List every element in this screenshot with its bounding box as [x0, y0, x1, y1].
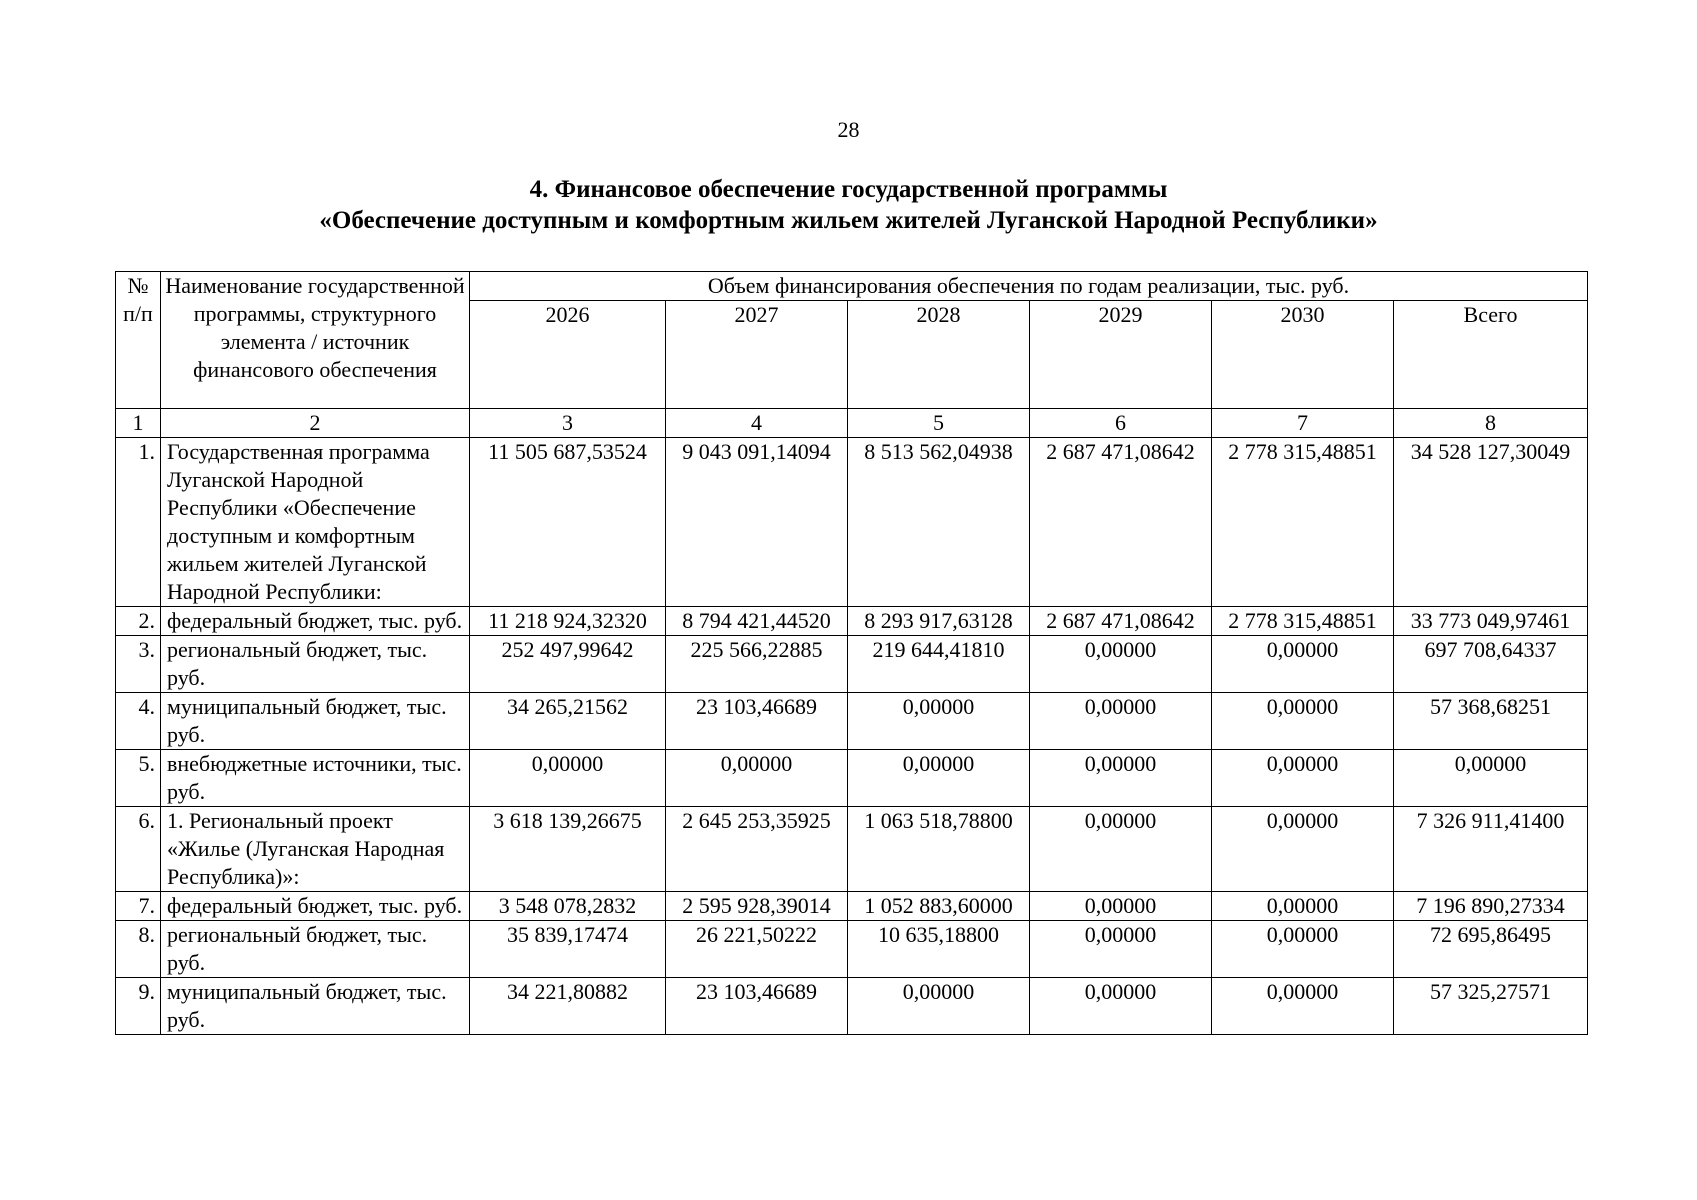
table-row — [116, 607, 1588, 636]
table-row — [116, 438, 1588, 607]
row-value: 34 221,80882 — [470, 978, 666, 1035]
row-value: 1 052 883,60000 — [848, 892, 1030, 921]
header-year: 2027 — [666, 301, 848, 409]
row-value: 0,00000 — [1030, 807, 1212, 892]
header-year: 2030 — [1212, 301, 1394, 409]
row-total-value: 697 708,64337 — [1394, 636, 1588, 693]
row-total-value: 57 325,27571 — [1394, 978, 1588, 1035]
row-value: 0,00000 — [470, 750, 666, 807]
column-index-row — [116, 409, 1588, 438]
row-total-value: 33 773 049,97461 — [1394, 607, 1588, 636]
row-value: 1 063 518,78800 — [848, 807, 1030, 892]
row-value: 23 103,46689 — [666, 693, 848, 750]
row-value: 0,00000 — [1030, 750, 1212, 807]
document-title — [0, 174, 1697, 236]
row-value: 35 839,17474 — [470, 921, 666, 978]
column-index: 4 — [666, 409, 848, 438]
row-number: 9. — [116, 978, 161, 1035]
row-value: 0,00000 — [848, 978, 1030, 1035]
header-name: Наименование государственной программы, структурного элемента / источник финансового обеспечения — [161, 272, 470, 409]
row-value: 0,00000 — [1212, 921, 1394, 978]
row-value: 0,00000 — [1030, 693, 1212, 750]
row-value: 0,00000 — [1212, 807, 1394, 892]
column-index: 6 — [1030, 409, 1212, 438]
row-value: 2 595 928,39014 — [666, 892, 848, 921]
row-value: 26 221,50222 — [666, 921, 848, 978]
row-name: региональный бюджет, тыс. руб. — [161, 636, 470, 693]
row-name: региональный бюджет, тыс. руб. — [161, 921, 470, 978]
row-name: муниципальный бюджет, тыс. руб. — [161, 693, 470, 750]
row-value: 0,00000 — [1212, 693, 1394, 750]
row-total-value: 57 368,68251 — [1394, 693, 1588, 750]
row-name: Государственная программа Луганской Народной Республики «Обеспечение доступным и комфортным жильем жителей Луганской Народной Республики: — [161, 438, 470, 607]
row-value: 3 548 078,2832 — [470, 892, 666, 921]
header-financing-group: Объем финансирования обеспечения по годам реализации, тыс. руб. — [470, 272, 1588, 301]
row-total-value: 0,00000 — [1394, 750, 1588, 807]
row-number: 6. — [116, 807, 161, 892]
row-name: федеральный бюджет, тыс. руб. — [161, 892, 470, 921]
row-value: 3 618 139,26675 — [470, 807, 666, 892]
row-value: 2 687 471,08642 — [1030, 438, 1212, 607]
row-value: 8 293 917,63128 — [848, 607, 1030, 636]
row-value: 10 635,18800 — [848, 921, 1030, 978]
row-value: 0,00000 — [848, 750, 1030, 807]
row-value: 0,00000 — [1030, 636, 1212, 693]
column-index: 5 — [848, 409, 1030, 438]
table-row — [116, 750, 1588, 807]
page-number: 28 — [837, 117, 860, 142]
row-value: 0,00000 — [1030, 978, 1212, 1035]
row-name: федеральный бюджет, тыс. руб. — [161, 607, 470, 636]
financing-table — [115, 271, 1588, 1035]
row-value: 11 505 687,53524 — [470, 438, 666, 607]
row-value: 8 794 421,44520 — [666, 607, 848, 636]
row-value: 0,00000 — [848, 693, 1030, 750]
header-year: 2028 — [848, 301, 1030, 409]
row-number: 4. — [116, 693, 161, 750]
table-row — [116, 921, 1588, 978]
row-value: 2 687 471,08642 — [1030, 607, 1212, 636]
header-total: Всего — [1394, 301, 1588, 409]
header-row-group — [116, 272, 1588, 301]
column-index: 2 — [161, 409, 470, 438]
row-number: 1. — [116, 438, 161, 607]
row-name: муниципальный бюджет, тыс. руб. — [161, 978, 470, 1035]
row-value: 252 497,99642 — [470, 636, 666, 693]
title-line-2: «Обеспечение доступным и комфортным жильем жителей Луганской Народной Республики» — [319, 207, 1378, 234]
row-value: 0,00000 — [1212, 750, 1394, 807]
row-value: 34 265,21562 — [470, 693, 666, 750]
row-value: 0,00000 — [1212, 978, 1394, 1035]
row-value: 23 103,46689 — [666, 978, 848, 1035]
row-value: 2 778 315,48851 — [1212, 438, 1394, 607]
row-name: внебюджетные источники, тыс. руб. — [161, 750, 470, 807]
title-line-1: 4. Финансовое обеспечение государственной программы — [529, 176, 1168, 203]
row-value: 2 645 253,35925 — [666, 807, 848, 892]
row-value: 0,00000 — [1212, 636, 1394, 693]
row-total-value: 7 326 911,41400 — [1394, 807, 1588, 892]
row-number: 5. — [116, 750, 161, 807]
row-number: 2. — [116, 607, 161, 636]
row-value: 11 218 924,32320 — [470, 607, 666, 636]
row-number: 8. — [116, 921, 161, 978]
header-num: № п/п — [116, 272, 161, 409]
row-value: 0,00000 — [1030, 921, 1212, 978]
column-index: 8 — [1394, 409, 1588, 438]
row-number: 7. — [116, 892, 161, 921]
table-row — [116, 693, 1588, 750]
table-row — [116, 807, 1588, 892]
column-index: 3 — [470, 409, 666, 438]
row-value: 9 043 091,14094 — [666, 438, 848, 607]
row-value: 225 566,22885 — [666, 636, 848, 693]
header-year: 2029 — [1030, 301, 1212, 409]
row-total-value: 34 528 127,30049 — [1394, 438, 1588, 607]
row-value: 2 778 315,48851 — [1212, 607, 1394, 636]
table-row — [116, 978, 1588, 1035]
row-number: 3. — [116, 636, 161, 693]
column-index: 1 — [116, 409, 161, 438]
row-value: 8 513 562,04938 — [848, 438, 1030, 607]
row-value: 0,00000 — [666, 750, 848, 807]
column-index: 7 — [1212, 409, 1394, 438]
row-total-value: 7 196 890,27334 — [1394, 892, 1588, 921]
table-row — [116, 892, 1588, 921]
header-year: 2026 — [470, 301, 666, 409]
row-value: 0,00000 — [1030, 892, 1212, 921]
table-row — [116, 636, 1588, 693]
row-name: 1. Региональный проект «Жилье (Луганская Народная Республика)»: — [161, 807, 470, 892]
row-value: 0,00000 — [1212, 892, 1394, 921]
row-total-value: 72 695,86495 — [1394, 921, 1588, 978]
row-value: 219 644,41810 — [848, 636, 1030, 693]
